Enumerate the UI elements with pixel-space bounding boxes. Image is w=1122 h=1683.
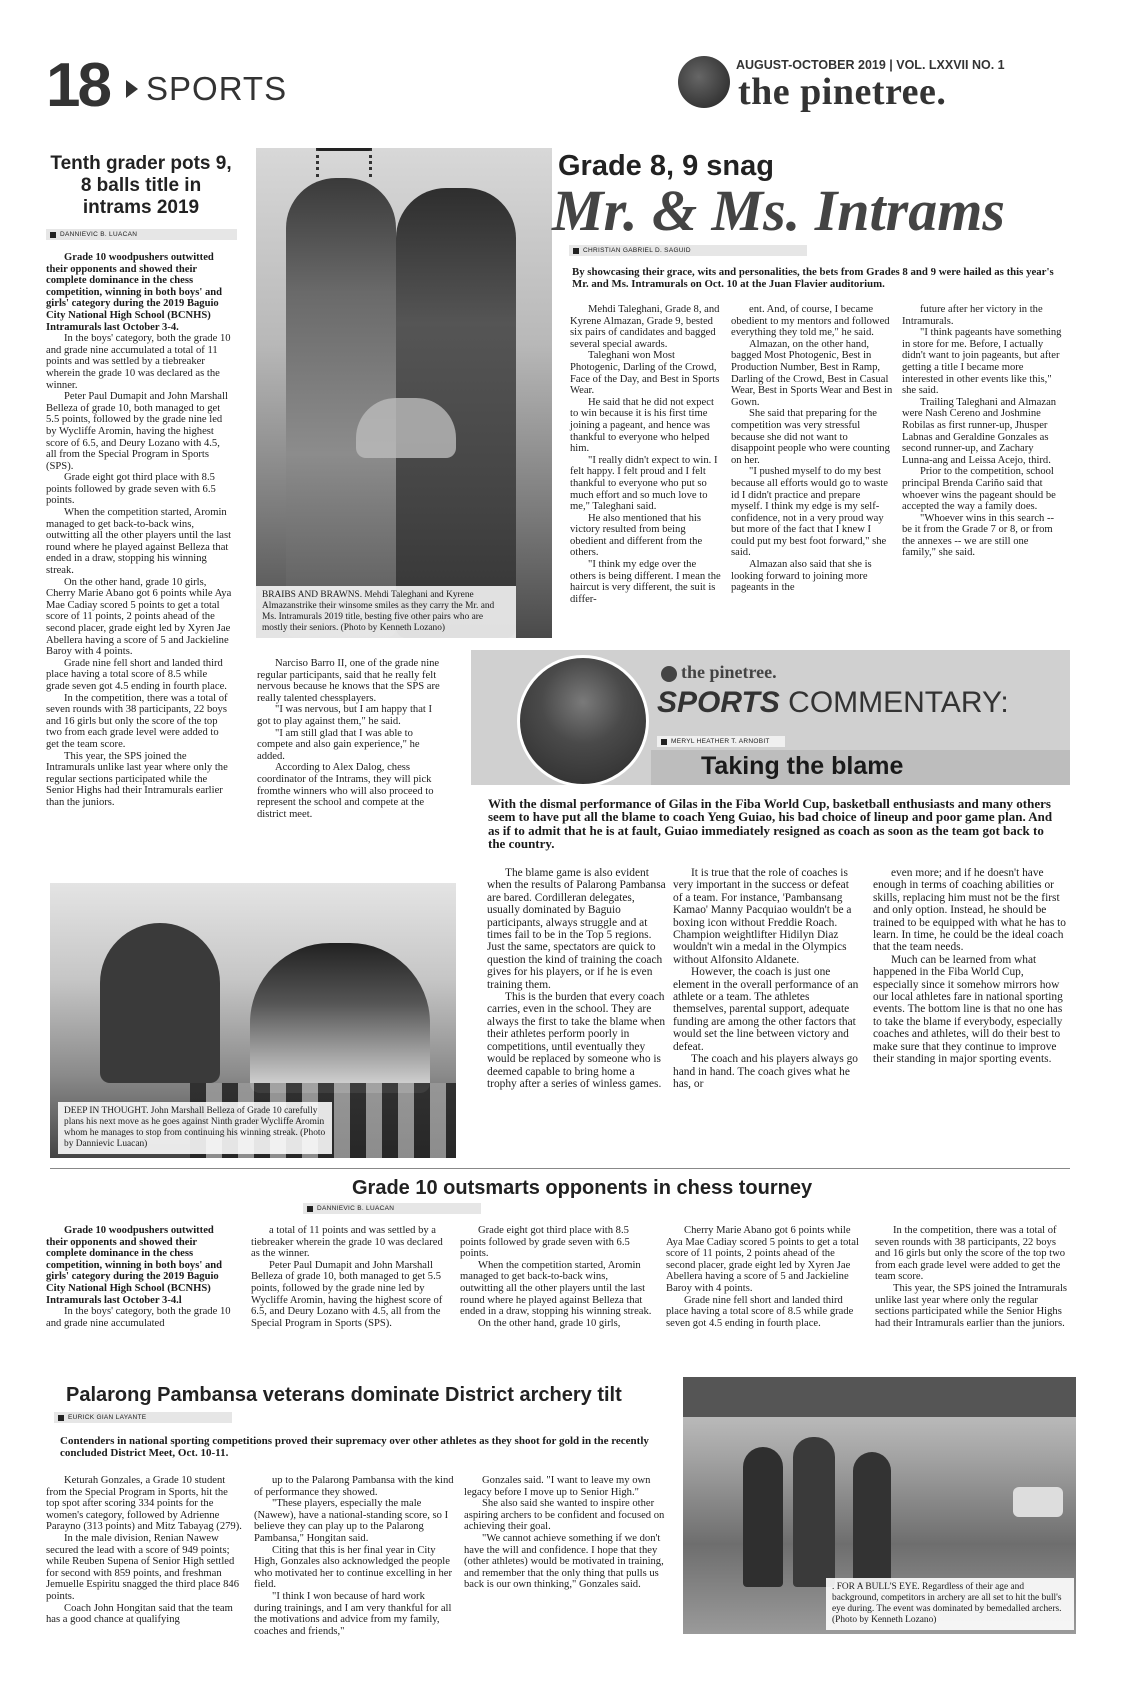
pageant-col-3 [902,304,1065,630]
chess-short-byline [46,229,237,240]
commentary-col-1 [487,867,667,1159]
archer-figure [853,1452,891,1587]
archery-photo-caption: . FOR A BULL'S EYE. Regardless of their age and background, competitors in archery are all set to hit the bull's eye during. The event was dominated by bemedalled archers. (Photo by Kenneth Lozano) [826,1578,1074,1630]
pageant-lead: By showcasing their grace, wits and personalities, the bets from Grades 8 and 9 were hailed as this year's Mr. and Ms. Intramurals on Oct. 10 at the Juan Flavier auditorium. [572,266,1054,290]
section-divider [50,1168,1070,1169]
paragraph: "I really didn't expect to win. I felt happy. I felt proud and I felt thankful to everyone who put so much effort and so much love to me," Taleghani said. [570,454,718,513]
paragraph: "I pushed myself to do my best because all efforts would go to waste id I didn't practice and prepare myself. I think my edge is my self-confidence, not in a very proud way but more of the fact that I knew I could put my best foot forward," she said. [731,466,888,559]
paragraph: Narciso Barro II, one of the grade nine regular participants, said that he really felt nervous because he knows that the SPS are really talented chessplayers. [257,658,440,704]
crown-icon [316,148,372,177]
paragraph: When the competition started, Aromin managed to get back-to-back wins, outwitting all the other players until the last round where he played against Belleza that ended in a draw, stopping his winning streak. [46,507,232,577]
paragraph: The coach and his players always go hand in hand. The coach gives what he has, or [673,1053,859,1090]
chess-full-col-5 [875,1225,1071,1365]
archery-col-1 [46,1475,242,1640]
pageant-headline-small: Grade 8, 9 snag [558,150,774,182]
page-number: 18 [46,51,109,120]
paragraph: In the male division, Renian Nawew secured the lead with a score of 949 points; while Reuben Supena of Senior High settled for second with 859 points, and freshman Jemuelle Espiritu snagged the third place 846 points. [46,1532,239,1602]
paragraph: future after her victory in the Intramurals. [902,304,1043,327]
paragraph: "I think I won because of hard work during trainings, and I am very thankful for all the motivations and advice from my family, coaches and friends," [254,1590,452,1637]
issue-info: AUGUST-OCTOBER 2019 | VOL. LXXVII NO. 1 [736,58,1005,72]
archery-headline: Palarong Pambansa veterans dominate District archery tilt [66,1384,622,1406]
paragraph: She also said she wanted to inspire other aspiring archers to be confident and focused on achieving their goal. [464,1498,665,1533]
paragraph: Almazan, on the other hand, bagged Most Photogenic, Best in Production Number, Best in Ramp, Darling of the Crowd, Best in Casual Wear, Best in Sports Wear and Best in Gown. [731,338,893,408]
pageant-photo-caption: BRAIBS AND BRAWNS. Mehdi Taleghani and Kyrene Almazanstrike their winsome smiles as they carry the Mr. and Ms. Intramurals 2019 title, besting five other pairs who are mostly their seniors. (Photo by Kenneth Lozano) [256,586,516,638]
paragraph: "Whoever wins in this search -- be it from the Grade 7 or 8, or from the annexes -- we are still one family," she said. [902,512,1055,559]
paragraph: This year, the SPS joined the Intramurals unlike last year where only the regular sections participated while the Senior Highs had their Intramurals earlier than the juniors. [46,750,228,808]
byline-text: DANNIEVIC B. LUACAN [60,231,138,238]
paragraph: Grade nine fell short and landed third place having a total score of 8.5 while grade seven got 4.5 ending in fourth place. [46,657,227,692]
paragraph: This year, the SPS joined the Intramurals unlike last year where only the regular sections participated while the Senior Highs had their Intramurals earlier than the juniors. [875,1282,1068,1329]
section-name: SPORTS [146,70,288,107]
byline-text: MERYL HEATHER T. ARNOBIT [671,738,770,745]
page-header [46,51,1076,120]
kicker-bold: SPORTS [657,686,780,719]
paragraph: "I am still glad that I was able to compete and also gain experience," he added. [257,727,420,762]
tent-roof [683,1377,1076,1417]
paragraph: In the competition, there was a total of seven rounds with 38 participants, 22 boys and 16 girls but only the score of the top two from each grade level were added to get the team score. [875,1225,1066,1283]
player-figure [100,923,220,1083]
paragraph: Almazan also said that she is looking forward to joining more pageants in the [731,559,872,594]
paragraph: The blame game is also evident when the results of Palarong Pambansa are bared. Cordilleran delegates, usually dominated by Baguio participants, always struggle and at times fail to be in the Top 5 regions. Just the same, spectators are quick to question the kind of training the coach gives for his players, or if he is even training them. [487,867,666,991]
kicker-light: COMMENTARY: [788,686,1009,719]
paragraph: This is the burden that every coach carries, even in the school. They are always the first to take the blame when their athletes perform poorly in competitions, until eventually they would be replaced by someone who is deemed capable to bring home a trophy after a series of winless games. [487,991,666,1090]
paragraph: "I think my edge over the others is being different. I mean the haircut is very different, the suit is differ- [570,559,721,605]
commentary-banner [471,650,1070,785]
byline-square-icon [661,739,667,745]
player-figure [250,943,430,1093]
chess-photo [50,883,456,1158]
paragraph: When the competition started, Aromin managed to get back-to-back wins, outwitting all the other players until the last round where he played against Belleza that ended in a draw, stopping his winning streak. [460,1259,652,1318]
commentary-col-3 [873,867,1069,1159]
paragraph: up to the Palarong Pambansa with the kind of performance they showed. [254,1475,454,1498]
paragraph: In the boys' category, both the grade 10 and grade nine accumulated [46,1306,231,1329]
archery-col-2 [254,1475,454,1640]
chess-full-headline: Grade 10 outsmarts opponents in chess tourney [352,1177,813,1199]
trophy-icon [356,398,456,458]
commentary-byline [657,736,785,747]
paragraph: Peter Paul Dumapit and John Marshall Belleza of grade 10, both managed to get 5.5 points, followed by the grade nine led by Wycliffe Aromin, having the highest score of 6.5, and Deury Lozano with 4.5, all from the Special Program in Sports (SPS). [46,391,228,472]
paragraph: She said that preparing for the competition was very stressful because she did not want to disappoint people who were counting on her. [731,408,890,466]
masthead: the pinetree. [738,71,947,113]
commentary-lead: With the dismal performance of Gilas in the Fiba World Cup, basketball enthusiasts and many others seem to have put all the blame to coach Yeng Guiao, his bad choice of lineup and poor game plan. And as if to admit that he is at fault, Guiao immediately resigned as coach as soon as the team got back to the country. [488,796,1053,852]
paragraph: a total of 11 points and was settled by a tiebreaker wherein the grade 10 was declared as the winner. [251,1225,443,1260]
paragraph: According to Alex Dalog, chess coordinator of the Intrams, they will pick fromthe winners who will also proceed to represent the school and compete at the district meet. [257,762,434,820]
chess-full-col-4 [666,1225,864,1365]
paragraph: He said that he did not expect to win because it is his first time joining a pageant, and hence was thankful to everyone who helped him. [570,396,714,455]
byline-square-icon [307,1206,313,1212]
paragraph: "I think pageants have something in store for me. Before, I actually didn't want to join pageants, but after getting a title I became more interested in other events like this," she said. [902,327,1062,397]
commentary-logo-icon [661,666,677,682]
paragraph: Citing that this is her final year in City High, Gonzales also acknowledged the people who motivated her to continue excelling in her field. [254,1544,452,1591]
vehicle [1013,1487,1063,1517]
paragraph: Gonzales said. "I want to leave my own legacy before I move up to Senior High." [464,1475,651,1498]
columnist-avatar [517,655,649,787]
pageant-photo [256,148,552,638]
paragraph: Grade nine fell short and landed third place having a total score of 8.5 while grade seven got 4.5 ending in fourth place. [666,1294,854,1329]
byline-text: DANNIEVIC B. LUACAN [317,1205,395,1212]
paragraph: Cherry Marie Abano got 6 points while Aya Mae Cadiay scored 5 points to get a total score of 11 points, 2 points ahead of the second placer, grade eight led by Xyren Jae Abellera having a score of 5 and Jackieline Baroy with 4 points. [666,1225,859,1294]
paragraph: Coach John Hongitan said that the team has a good chance at qualifying [46,1602,233,1626]
byline-square-icon [573,248,579,254]
commentary-title: Taking the blame [701,752,904,780]
commentary-masthead: the pinetree. [681,662,777,682]
paragraph: Taleghani won Most Photogenic, Darling of the Crowd, Face of the Day, and Best in Sports Wear. [570,350,720,397]
paragraph: "I was nervous, but I am happy that I got to play against them," he said. [257,704,433,727]
section-arrow-icon [126,80,138,98]
byline-text: CHRISTIAN GABRIEL D. SAGUID [583,247,691,254]
paragraph: Trailing Taleghani and Almazan were Nash Cereno and Joshmine Robilas as first runner-up, Jhusper Labnas and Geraldine Gonzales as second runner-up, and Zachary Lunna-ang and Leissa Acejo, third. [902,396,1057,466]
paragraph: On the other hand, grade 10 girls, Cherry Marie Abano got 6 points while Aya Mae Cadiay scored 5 points to get a total score of 11 points, 2 points ahead of the second placer, grade eight led by Xyren Jae Abellera having a score of 5 and Jackieline Baroy with 4 points. [46,576,232,658]
paragraph: Prior to the competition, school principal Brenda Cariño said that whoever wins the pageant should be accepted the way a family does. [902,466,1056,513]
archery-byline [54,1412,232,1423]
paragraph: Grade eight got third place with 8.5 points followed by grade seven with 6.5 points. [46,472,216,507]
chess-full-col-3 [460,1225,654,1365]
chess-photo-caption: DEEP IN THOUGHT. John Marshall Belleza of Grade 10 carefully plans his next move as he goes against Ninth grader Wycliffe Aromin whom he manages to stop from continuing his winning streak. (Photo by Dannievic Luacan) [58,1102,332,1154]
chess-short-continued [257,658,447,820]
paragraph: It is true that the role of coaches is very important in the success or defeat of a team. For instance, 'Pambansang Kamao' Manny Pacquiao wouldn't be a boxing icon without Freddie Roach. Champion weightlifter Hidilyn Diaz wouldn't win a medal in the Olympics without Alfonsito Aldanete. [673,867,852,966]
pageant-byline [569,245,807,256]
paragraph: "We cannot achieve something if we don't have the will and confidence. I hope that they (other athletes) would be motivated in training, and remember that the only thing that pulls us back is our own thinking," Gonzales said. [464,1532,664,1591]
pinetree-logo-icon [678,56,730,108]
byline-text: EURICK GIAN LAYANTE [68,1414,147,1421]
archery-lead: Contenders in national sporting competitions proved their supremacy over other athletes as they shoot for gold in the recently concluded District Meet, Oct. 10-11. [60,1435,649,1460]
commentary-kicker [657,686,1009,720]
paragraph: Much can be learned from what happened in the Fiba World Cup, especially since it somehow mirrors how our local athletes fare in national sporting events. The bottom line is that no one has to take the blame if everybody, especially coaches and athletes, will do their best to make sure that they continue to improve their standing in major sporting events. [873,953,1063,1066]
chess-full-col-2 [251,1225,447,1365]
chess-short-body [46,252,233,862]
paragraph: In the competition, there was a total of seven rounds with 38 participants, 22 boys and 16 girls but only the score of the top two from each grade level were added to get the team score. [46,692,228,750]
paragraph: Grade eight got third place with 8.5 points followed by grade seven with 6.5 points. [460,1225,630,1260]
pageant-col-1 [570,304,723,630]
chess-full-byline [303,1203,481,1214]
paragraph: Keturah Gonzales, a Grade 10 student from the Special Program in Sports, hit the top spot after scoring 334 points for the women's category, followed by Adrienne Parayno (313 points) and Mitz Tabayag (279). [46,1475,242,1533]
paragraph: ent. And, of course, I became obedient to my mentors and followed everything they told me," he said. [731,304,890,339]
paragraph: He also mentioned that his victory resulted from being obedient and different from the others. [570,512,703,559]
chess-full-col-1 [46,1225,236,1365]
paragraph: Grade 10 woodpushers outwitted their opponents and showed their complete dominance in the chess competition, winning in both boys' and girls' category during the 2019 Baguio City National High School (BCNHS) Intramurals last October 3-4.l [46,1225,223,1306]
pageant-headline-big: Mr. & Ms. Intrams [552,178,1005,243]
paragraph: However, the coach is just one element in the overall performance of an athlete or a team. The athletes themselves, parental support, adequate funding are among the other factors that would set the line between victory and defeat. [673,966,859,1053]
paragraph: On the other hand, grade 10 girls, [478,1317,621,1329]
archer-figure [793,1437,835,1587]
archery-photo [683,1377,1076,1634]
archery-col-3 [464,1475,668,1640]
paragraph: "These players, especially the male (Nawew), have a national-standing score, so I believe they can play up to the Palarong Pambansa," Hongitan said. [254,1498,449,1544]
paragraph: Mehdi Taleghani, Grade 8, and Kyrene Almazan, Grade 9, bested six pairs of candidates and bagged several special awards. [570,304,720,350]
paragraph: In the boys' category, both the grade 10 and grade nine accumulated a total of 11 points and was settled by a tiebreaker wherein the grade 10 was declared as the winner. [46,333,231,391]
paragraph: Peter Paul Dumapit and John Marshall Belleza of grade 10, both managed to get 5.5 points, followed by the grade nine led by Wycliffe Aromin, having the highest score of 6.5, and Deury Lozano with 4.5, all from the Special Program in Sports (SPS). [251,1259,443,1329]
pageant-col-2 [731,304,894,630]
paragraph: Grade 10 woodpushers outwitted their opponents and showed their complete dominance in the chess competition, winning in both boys' and girls' category during the 2019 Baguio City National High School (BCNHS) Intramurals last October 3-4. [46,252,223,333]
paragraph: even more; and if he doesn't have enough in terms of coaching abilities or skills, replacing him must not be the first and only option. Instead, he should be trained to be equipped with what he has to learn. In time, he could be the ideal coach that the team needs. [873,867,1066,954]
archer-figure [743,1447,783,1587]
byline-square-icon [50,232,56,238]
commentary-col-2 [673,867,861,1159]
byline-square-icon [58,1415,64,1421]
chess-short-headline: Tenth grader pots 9, 8 balls title in intrams 2019 [50,153,232,218]
